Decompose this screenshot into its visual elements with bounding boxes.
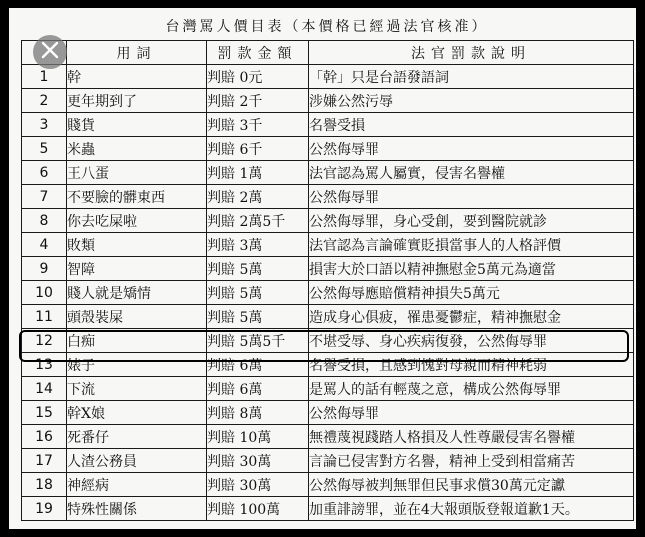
table-row <box>22 401 634 425</box>
row-number: 15 <box>22 401 67 425</box>
table-row <box>22 65 634 89</box>
row-fine: 判賠 30萬 <box>207 449 309 473</box>
price-list-document <box>9 8 636 529</box>
row-note: 「幹」只是台語發語詞 <box>309 65 634 89</box>
row-term: 敗類 <box>67 233 207 257</box>
row-fine: 判賠 30萬 <box>207 473 309 497</box>
row-number: 8 <box>22 209 67 233</box>
row-fine: 判賠 8萬 <box>207 401 309 425</box>
row-fine: 判賠 6千 <box>207 137 309 161</box>
row-note: 法官認為言論確實貶損當事人的人格評價 <box>309 233 634 257</box>
row-fine: 判賠 0元 <box>207 65 309 89</box>
row-term: 頭殼裝屎 <box>67 305 207 329</box>
row-note: 名譽受損 <box>309 113 634 137</box>
row-fine: 判賠 5萬 <box>207 257 309 281</box>
row-term: 人渣公務員 <box>67 449 207 473</box>
row-term: 米蟲 <box>67 137 207 161</box>
table-row <box>22 497 634 521</box>
header-note: 法官罰款說明 <box>309 41 634 65</box>
row-number: 4 <box>22 233 67 257</box>
row-term: 下流 <box>67 377 207 401</box>
row-number: 16 <box>22 425 67 449</box>
table-row <box>22 233 634 257</box>
row-note: 名譽受損，且感到愧對母親而精神耗弱 <box>309 353 634 377</box>
row-note: 無禮蔑視踐踏人格損及人性尊嚴侵害名譽權 <box>309 425 634 449</box>
row-note: 公然侮辱罪，身心受創，要到醫院就診 <box>309 209 634 233</box>
table-row <box>22 161 634 185</box>
header-term: 用詞 <box>67 41 207 65</box>
table-row <box>22 209 634 233</box>
row-term: 幹 <box>67 65 207 89</box>
table-body <box>22 65 634 521</box>
row-fine: 判賠 2千 <box>207 89 309 113</box>
row-fine: 判賠 100萬 <box>207 497 309 521</box>
row-term: 神經病 <box>67 473 207 497</box>
table-row <box>22 257 634 281</box>
table-header-row <box>22 41 634 65</box>
row-note: 公然侮辱被判無罪但民事求償30萬元定讞 <box>309 473 634 497</box>
row-fine: 判賠 1萬 <box>207 161 309 185</box>
row-note: 公然侮辱罪 <box>309 137 634 161</box>
row-fine: 判賠 2萬 <box>207 185 309 209</box>
row-number: 5 <box>22 137 67 161</box>
row-term: 特殊性關係 <box>67 497 207 521</box>
table-row <box>22 113 634 137</box>
row-note: 造成身心俱疲，罹患憂鬱症，精神撫慰金 <box>309 305 634 329</box>
row-note: 不堪受辱、身心疾病復發，公然侮辱罪 <box>309 329 634 353</box>
row-number: 3 <box>22 113 67 137</box>
table-row <box>22 353 634 377</box>
row-fine: 判賠 5萬5千 <box>207 329 309 353</box>
row-number: 10 <box>22 281 67 305</box>
row-number: 2 <box>22 89 67 113</box>
row-number: 11 <box>22 305 67 329</box>
table-row <box>22 449 634 473</box>
row-term: 白痴 <box>67 329 207 353</box>
table-row <box>22 185 634 209</box>
row-fine: 判賠 6萬 <box>207 377 309 401</box>
row-term: 賤人就是矯情 <box>67 281 207 305</box>
row-fine: 判賠 10萬 <box>207 425 309 449</box>
row-note: 公然侮辱罪 <box>309 185 634 209</box>
row-number: 1 <box>22 65 67 89</box>
table-row <box>22 305 634 329</box>
row-fine: 判賠 5萬 <box>207 305 309 329</box>
row-term: 婊子 <box>67 353 207 377</box>
row-term: 賤貨 <box>67 113 207 137</box>
row-number: 19 <box>22 497 67 521</box>
row-note: 是罵人的話有輕蔑之意，構成公然侮辱罪 <box>309 377 634 401</box>
row-fine: 判賠 5萬 <box>207 281 309 305</box>
row-number: 13 <box>22 353 67 377</box>
row-number: 17 <box>22 449 67 473</box>
table-row <box>22 425 634 449</box>
row-note: 法官認為罵人屬實，侵害名譽權 <box>309 161 634 185</box>
row-number: 12 <box>22 329 67 353</box>
row-term: 王八蛋 <box>67 161 207 185</box>
row-fine: 判賠 2萬5千 <box>207 209 309 233</box>
row-note: 涉嫌公然污辱 <box>309 89 634 113</box>
row-fine: 判賠 3千 <box>207 113 309 137</box>
table-row <box>22 329 634 353</box>
row-note: 損害大於口語以精神撫慰金5萬元為適當 <box>309 257 634 281</box>
row-term: 幹X娘 <box>67 401 207 425</box>
row-note: 言論已侵害對方名譽，精神上受到相當痛苦 <box>309 449 634 473</box>
row-note: 公然侮辱罪 <box>309 401 634 425</box>
document-title: 台灣罵人價目表（本價格已經過法官核准） <box>165 19 489 35</box>
row-term: 死番仔 <box>67 425 207 449</box>
row-number: 9 <box>22 257 67 281</box>
header-fine: 罰款金額 <box>207 41 309 65</box>
row-term: 你去吃屎啦 <box>67 209 207 233</box>
row-note: 公然侮辱應賠償精神損失5萬元 <box>309 281 634 305</box>
table-row <box>22 137 634 161</box>
table-row <box>22 281 634 305</box>
row-number: 7 <box>22 185 67 209</box>
close-icon <box>40 40 60 64</box>
row-number: 18 <box>22 473 67 497</box>
row-number: 6 <box>22 161 67 185</box>
row-fine: 判賠 6萬 <box>207 353 309 377</box>
row-term: 智障 <box>67 257 207 281</box>
row-fine: 判賠 3萬 <box>207 233 309 257</box>
close-button[interactable] <box>33 35 67 69</box>
table-row <box>22 473 634 497</box>
row-term: 更年期到了 <box>67 89 207 113</box>
table-row <box>22 377 634 401</box>
price-table <box>21 40 634 521</box>
table-row <box>22 89 634 113</box>
row-term: 不要臉的髒東西 <box>67 185 207 209</box>
row-number: 14 <box>22 377 67 401</box>
row-note: 加重誹謗罪，並在4大報頭版登報道歉1天。 <box>309 497 634 521</box>
